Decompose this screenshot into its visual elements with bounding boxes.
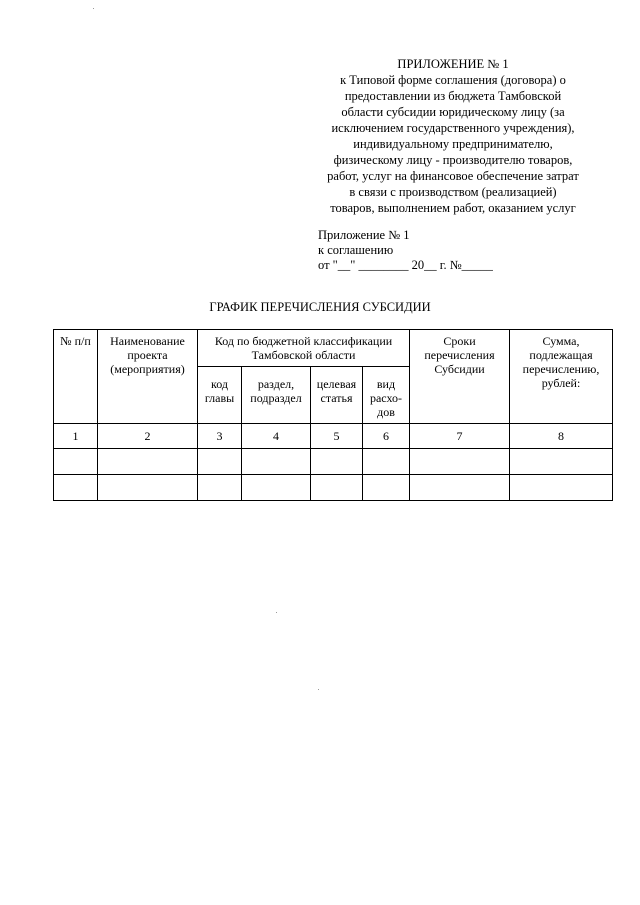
agreement-date-line: от "__" ________ 20__ г. №_____ [318,258,493,272]
column-number: 2 [98,424,198,449]
header-line: исключением государственного учреждения), [331,121,575,135]
column-number: 1 [54,424,98,449]
header-row-number: № п/п [54,330,98,424]
agreement-label: к соглашению [318,243,394,257]
subsidy-schedule-table [53,329,613,501]
empty-cell [311,475,363,501]
table-header-row [54,330,613,367]
empty-cell [363,475,410,501]
column-number: 5 [311,424,363,449]
empty-cell [98,475,198,501]
empty-cell [510,475,613,501]
document-title: ГРАФИК ПЕРЕЧИСЛЕНИЯ СУБСИДИИ [209,300,431,314]
empty-cell [54,475,98,501]
scan-speck [318,689,319,690]
empty-cell [242,475,311,501]
empty-cell [311,449,363,475]
header-budget-code: Код по бюджетной классификации Тамбовской области [198,330,410,367]
appendix-header [318,56,588,216]
header-line: в связи с производством (реализацией) [349,185,557,199]
header-line: предоставлении из бюджета Тамбовской [344,89,562,103]
empty-cell [54,449,98,475]
empty-cell [510,449,613,475]
column-number: 4 [242,424,311,449]
appendix-number: Приложение № 1 [318,228,410,242]
table-row [54,475,613,501]
header-transfer-terms: Сроки перечисления Субсидии [410,330,510,424]
header-line: товаров, выполнением работ, оказанием услуг [330,201,576,215]
empty-cell [363,449,410,475]
header-line: к Типовой форме соглашения (договора) о [340,73,566,87]
empty-cell [198,475,242,501]
header-line: работ, услуг на финансовое обеспечение затрат [327,169,579,183]
column-number: 3 [198,424,242,449]
empty-cell [198,449,242,475]
subheader-chapter-code: код главы [198,367,242,424]
subheader-target-item: целевая статья [311,367,363,424]
subheader-section: раздел, подраздел [242,367,311,424]
subheader-expense-type: вид расхо-дов [363,367,410,424]
column-number-row [54,424,613,449]
header-line: области субсидии юридическому лицу (за [341,105,565,119]
table-row [54,449,613,475]
empty-cell [242,449,311,475]
header-line: ПРИЛОЖЕНИЕ № 1 [397,57,509,71]
header-amount: Сумма, подлежащая перечислению, рублей: [510,330,613,424]
column-number: 6 [363,424,410,449]
agreement-reference [318,228,588,273]
column-number: 8 [510,424,613,449]
header-project-name: Наименование проекта (мероприятия) [98,330,198,424]
scan-speck [93,8,94,9]
column-number: 7 [410,424,510,449]
empty-cell [410,449,510,475]
header-line: физическому лицу - производителю товаров, [333,153,573,167]
header-line: индивидуальному предпринимателю, [353,137,553,151]
scan-speck [276,612,277,613]
empty-cell [98,449,198,475]
empty-cell [410,475,510,501]
